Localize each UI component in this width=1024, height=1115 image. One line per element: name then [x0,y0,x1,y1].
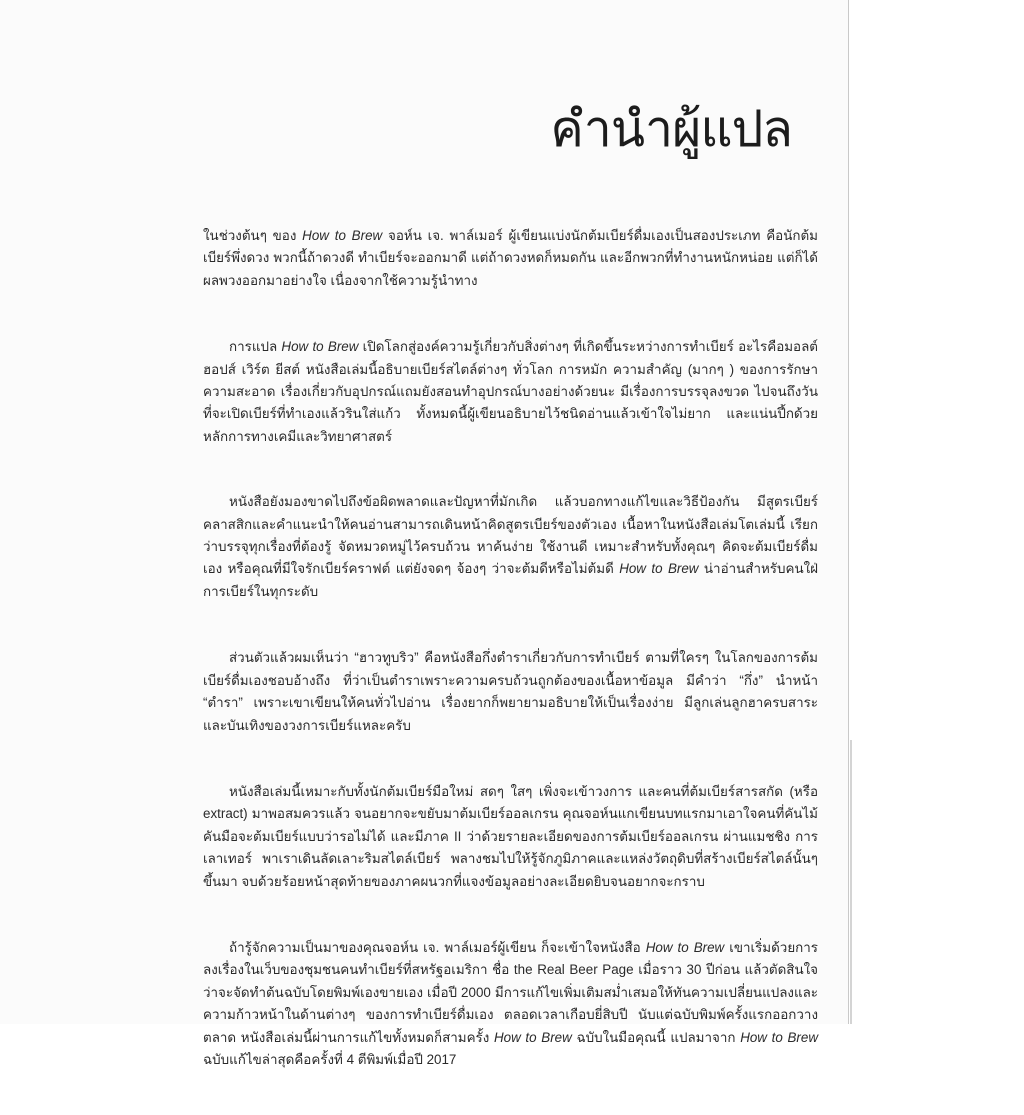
book-title: How to Brew [493,1029,572,1045]
paragraph-4: ส่วนตัวแล้วผมเห็นว่า “ฮาวทูบริว” คือหนังสือกึ่งตำราเกี่ยวกับการทำเบียร์ ตามที่ใครๆ ในโลกของการต้มเบียร์ดื่มเองชอบอ้างถึง ที่ว่าเป็นตำราเพราะความครบถ้วนถูกต้องของเนื้อหาข้อมูล มีคำว่า “กึ่ง” นำหน้า “ตำรา” เพราะเขาเขียนให้คนทั่วไปอ่าน เรื่องยากก็พยายามอธิบายให้เป็นเรื่องง่าย มีลูกเล่นลูกฮาครบสาระและบันเทิงของวงการเบียร์แหละครับ [203,650,818,733]
paragraph-3: หนังสือยังมองขาดไปถึงข้อผิดพลาดและปัญหาที่มักเกิด แล้วบอกทางแก้ไขและวิธีป้องกัน มีสูตรเบียร์คลาสสิกและคำแนะนำให้คนอ่านสามารถเดินหน้าคิดสูตรเบียร์ของตัวเอง เนื้อหาในหนังสือเล่มโตเล่มนี้ เรียกว่าบรรจุทุกเรื่องที่ต้องรู้ จัดหมวดหมู่ไว้ครบถ้วน หาค้นง่าย ใช้งานดี เหมาะสำหรับทั้งคุณๆ คิดจะต้มเบียร์ดื่มเอง หรือคุณที่มีใจรักเบียร์คราฟต์ แต่ยังจดๆ จ้องๆ ว่าจะต้มดีหรือไม่ต้มดี How to Brew น่าอ่านสำหรับคนใฝ่การเบียร์ในทุกระดับ [203,494,818,599]
book-title: How to Brew [302,228,383,243]
page-title: คำนำผู้แปล [550,100,792,158]
page-edge [848,0,1024,1024]
page-edge-shadow [850,740,852,1024]
paragraph-6: ถ้ารู้จักความเป็นมาของคุณจอห์น เจ. พาล์เมอร์ผู้เขียน ก็จะเข้าใจหนังสือ How to Brew เขาเริ่มด้วยการลงเรื่องในเว็บของชุมชนคนทำเบียร์ที่สหรัฐอเมริกา ชื่อ the Real Beer Page เมื่อราว 30 ปีก่อน แล้วตัดสินใจว่าจะจัดทำต้นฉบับโดยพิมพ์เองขายเอง เมื่อปี 2000 มีการแก้ไขเพิ่มเติมสม่ำเสมอให้ทันความเปลี่ยนแปลงและความก้าวหน้าในด้านต่างๆ ของการทำเบียร์ดื่มเอง ตลอดเวลาเกือบยี่สิบปี นับแต่ฉบับพิมพ์ครั้งแรกออกวางตลาด หนังสือเล่มนี้ผ่านการแก้ไขทั้งหมดก็สามครั้ง How to Brew ฉบับในมือคุณนี้ แปลมาจาก How to Brew ฉบับแก้ไขล่าสุดคือครั้งที่ 4 ตีพิมพ์เมื่อปี 2017 [203,939,818,1067]
paragraph-2: การแปล How to Brew เปิดโลกสู่องค์ความรู้เกี่ยวกับสิ่งต่างๆ ที่เกิดขึ้นระหว่างการทำเบียร์ อะไรคือมอลต์ ฮอปส์ เวิร์ต ยีสต์ หนังสือเล่มนี้อธิบายเบียร์สไตล์ต่างๆ ทั่วโลก การหมัก ความสำคัญ (มากๆ ) ของการรักษาความสะอาด เรื่องเกี่ยวกับอุปกรณ์แถมยังสอนทำอุปกรณ์บางอย่างด้วยนะ มีเรื่องการบรรจุลงขวด ไปจนถึงวันที่จะเปิดเบียร์ที่ทำเองแล้วรินใส่แก้ว ทั้งหมดนี้ผู้เขียนอธิบายไว้ชนิดอ่านแล้วเข้าใจไม่ยาก และแน่นปึ้กด้วยหลักการทางเคมีและวิทยาศาสตร์ [203,339,819,444]
book-title: How to Brew [619,561,699,577]
book-title: How to Brew [281,339,359,355]
body-text [203,225,818,1115]
book-title: How to Brew [740,1029,818,1045]
book-title: How to Brew [645,939,725,955]
paragraph-1: ในช่วงต้นๆ ของ How to Brew จอห์น เจ. พาล์เมอร์ ผู้เขียนแบ่งนักต้มเบียร์ดื่มเองเป็นสองประเภท คือนักต้มเบียร์พึ่งดวง พวกนี้ถ้าดวงดี ทำเบียร์จะออกมาดี แต่ถ้าดวงหดก็หมดกัน และอีกพวกที่ทำงานหนักหน่อย แต่ก็ได้ผลพวงออกมาอย่างใจ เนื่องจากใช้ความรู้นำทาง [203,228,819,288]
paragraph-5: หนังสือเล่มนี้เหมาะกับทั้งนักต้มเบียร์มือใหม่ สดๆ ใสๆ เพิ่งจะเข้าวงการ และคนที่ต้มเบียร์สารสกัด (หรือ extract) มาพอสมควรแล้ว จนอยากจะขยับมาต้มเบียร์ออลเกรน คุณจอห์นแกเขียนบทแรกมาเอาใจคนที่คันไม้คันมือจะต้มเบียร์แบบว่ารอไม่ได้ และมีภาค II ว่าด้วยรายละเอียดของการต้มเบียร์ออลเกรน ผ่านแมชชิง การเลาเทอร์ พาเราเดินลัดเลาะริมสไตล์เบียร์ พลางชมไปให้รู้จักภูมิภาคและแหล่งวัตถุดิบที่สร้างเบียร์สไตล์นั้นๆ ขึ้นมา จบด้วยร้อยหน้าสุดท้ายของภาคผนวกที่แจงข้อมูลอย่างละเอียดยิบจนอยากจะกราบ [203,783,818,889]
